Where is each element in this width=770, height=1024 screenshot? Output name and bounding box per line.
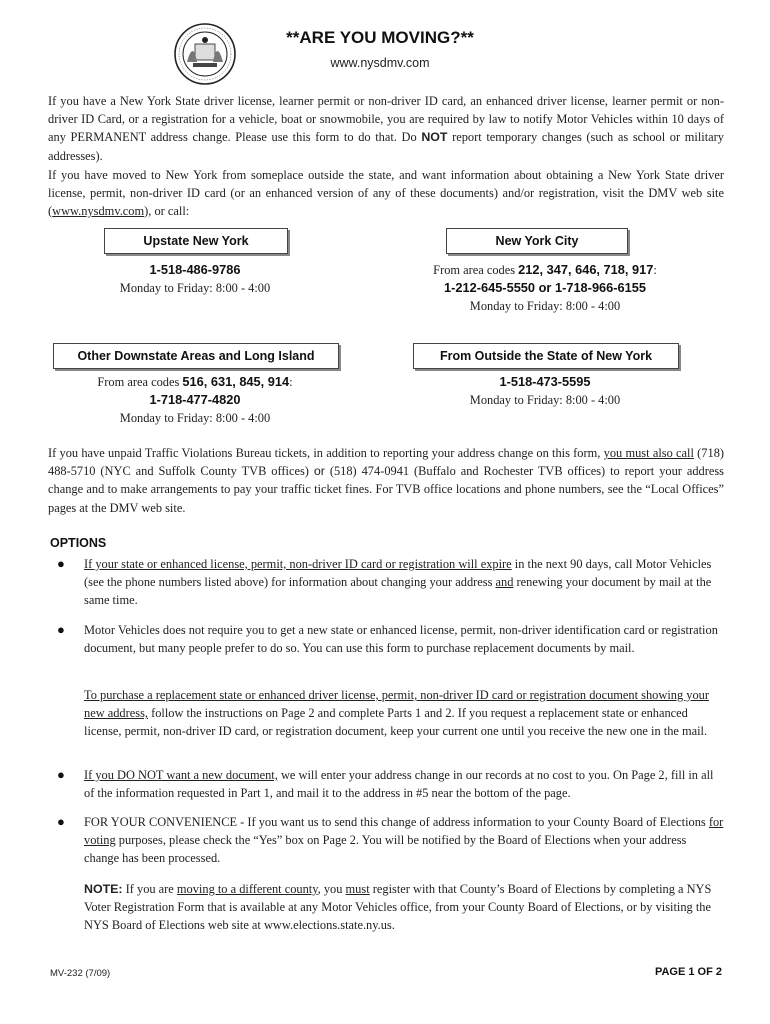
website-url[interactable]: www.nysdmv.com bbox=[330, 56, 430, 70]
nyc-contact bbox=[395, 261, 695, 315]
option-no-new-document: If you DO NOT want a new document, we will enter your address change in our records at no cost to you. On Page 2, fill in all of the information requested in Part 1, and mail it to the address in #5 near the bottom of the page. bbox=[84, 768, 714, 801]
page-title: **ARE YOU MOVING?** bbox=[286, 28, 474, 47]
options-heading: OPTIONS bbox=[50, 536, 107, 550]
option-replacement: Motor Vehicles does not require you to get a new state or enhanced license, permit, non-driver identification card or registration document, but many people prefer to do so. You can use this form to purchase replacement documents by mail. bbox=[84, 623, 718, 656]
voter-note: NOTE: If you are moving to a different county, you must register with that County’s Board of Elections by completing a NYS Voter Registration Form that is available at any Motor Vehicles office, from your County Board of Elections, or by visiting the NYS Board of Elections web site at www.elections.state.ny.us. bbox=[84, 882, 712, 933]
option-voter-convenience: FOR YOUR CONVENIENCE - If you want us to send this change of address information to your County Board of Elections for voting purposes, please check the “Yes” box on Page 2. You will be notified by the Board of Elections when your address change has been processed. bbox=[84, 815, 724, 866]
nyc-phones[interactable]: 1-212-645-5550 or 1-718-966-6155 bbox=[443, 280, 647, 295]
bullet-icon: ● bbox=[57, 767, 65, 782]
downstate-label: Other Downstate Areas and Long Island bbox=[53, 343, 339, 369]
upstate-hours: Monday to Friday: 8:00 - 4:00 bbox=[119, 281, 271, 295]
outside-state-label: From Outside the State of New York bbox=[413, 343, 679, 369]
intro-paragraph: If you have a New York State driver license, learner permit or non-driver ID card, an enhanced driver license, learner permit or non-driver ID Card, or a registration for a vehicle, boat or snowmobile, you are required by law to notify Motor Vehicles within 10 days of any PERMANENT address change. Please use this form to do that. Do NOT report temporary changes (such as school or military addresses). bbox=[48, 94, 724, 163]
page-number: PAGE 1 OF 2 bbox=[654, 966, 722, 978]
option-expiring: If your state or enhanced license, permit, non-driver ID card or registration will expire in the next 90 days, call Motor Vehicles (see the phone numbers listed above) for information about changing your address and renewing your document by mail at the same time. bbox=[84, 557, 712, 608]
form-id: MV-232 (7/09) bbox=[50, 968, 111, 979]
nyc-hours: Monday to Friday: 8:00 - 4:00 bbox=[469, 299, 621, 313]
not-emphasis: NOT bbox=[421, 130, 448, 145]
dmv-link[interactable]: www.nysdmv.com bbox=[52, 204, 145, 219]
outside-phone[interactable]: 1-518-473-5595 bbox=[499, 374, 591, 389]
bullet-icon: ● bbox=[57, 622, 65, 637]
nys-seal-logo bbox=[173, 22, 237, 86]
downstate-contact bbox=[65, 373, 325, 427]
option-replacement-instructions: To purchase a replacement state or enhanced driver license, permit, non-driver ID card or registration document showing your new address, follow the instructions on Page 2 and complete Parts 1 and 2. If you request a replacement state or enhanced license, permit, non-driver ID card, or registration document, keep your current one until you receive the new one in the mail. bbox=[84, 688, 709, 739]
outside-hours: Monday to Friday: 8:00 - 4:00 bbox=[469, 393, 621, 407]
out-of-state-paragraph: If you have moved to New York from someplace outside the state, and want information about obtaining a New York State driver license, permit, non-driver ID card (or an enhanced version of any of these documents) and/or registration, visit the DMV web site (www.nysdmv.com), or call: bbox=[48, 168, 724, 219]
upstate-ny-label: Upstate New York bbox=[104, 228, 288, 254]
outside-contact bbox=[415, 373, 675, 409]
upstate-phone[interactable]: 1-518-486-9786 bbox=[149, 262, 241, 277]
downstate-hours: Monday to Friday: 8:00 - 4:00 bbox=[119, 411, 271, 425]
bullet-icon: ● bbox=[57, 556, 65, 571]
nyc-label: New York City bbox=[446, 228, 628, 254]
upstate-contact bbox=[70, 261, 320, 297]
nyc-area-codes: From area codes 212, 347, 646, 718, 917: bbox=[433, 262, 657, 277]
downstate-phone[interactable]: 1-718-477-4820 bbox=[149, 392, 241, 407]
downstate-area-codes: From area codes 516, 631, 845, 914: bbox=[97, 374, 293, 389]
bullet-icon: ● bbox=[57, 814, 65, 829]
tvb-paragraph: If you have unpaid Traffic Violations Bureau tickets, in addition to reporting your address change on this form, you must also call (718) 488-5710 (NYC and Suffolk County TVB offices) or (518) 474-0941 (Buffalo and Rochester TVB offices) to report your address change and to make arrangements to pay your traffic ticket fines. For TVB office locations and phone numbers, see the “Local Offices” pages at the DMV web site. bbox=[48, 446, 725, 515]
